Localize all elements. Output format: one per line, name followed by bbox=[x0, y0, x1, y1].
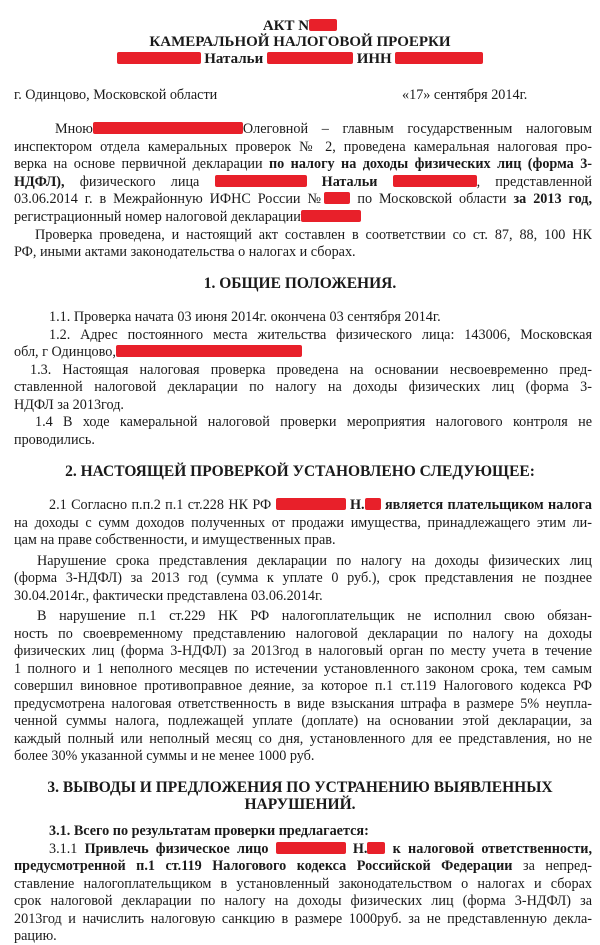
intro-line-4: НДФЛ), физического лица Натальи , представленной bbox=[14, 174, 592, 190]
s2-c8: каждый полный или неполный месяц со дня, установленного для ее представления, но не bbox=[14, 731, 592, 747]
redaction-mark bbox=[267, 52, 353, 64]
s1-p2a: 1.2. Адрес постоянного места жительства физического лица: 143006, Московская bbox=[49, 327, 592, 343]
intro-line-1: Мною Олеговной – главным государственным налоговым bbox=[55, 121, 592, 137]
redaction-mark bbox=[367, 842, 385, 854]
s1-p4b: проводились. bbox=[14, 432, 95, 448]
s1-p3a: 1.3. Настоящая налоговая проверка проведена на основании несвоевременно пред- bbox=[30, 362, 592, 378]
redaction-mark bbox=[395, 52, 483, 64]
section-3-heading-2: НАРУШЕНИЙ. bbox=[244, 796, 356, 813]
s2-c7: ченной суммы налога, подлежащей уплате (доплате) на основании этой декларации, за bbox=[14, 713, 592, 729]
s2-a2: на доходы с сумм доходов полученных от продажи имущества, принадлежащего этим ли- bbox=[14, 515, 592, 531]
taxpayer-line: Натальи ИНН bbox=[0, 51, 600, 68]
s1-p3c: НДФЛ за 2013год. bbox=[14, 397, 124, 413]
redaction-mark bbox=[276, 498, 346, 510]
act-date: «17» сентября 2014г. bbox=[402, 87, 528, 103]
redaction-mark bbox=[116, 345, 302, 357]
s2-b2: (форма 3-НДФЛ) за 2013 год (сумма к уплате 0 руб.), срок представления не позднее bbox=[14, 570, 592, 586]
act-title: АКТ N bbox=[0, 18, 600, 35]
s2-c1: В нарушение п.1 ст.229 НК РФ налогоплательщик не исполнил свою обязан- bbox=[37, 608, 592, 624]
s2-c2: ность по своевременному представлению налоговой декларации по налогу на доходы bbox=[14, 626, 592, 642]
place: г. Одинцово, Московской области bbox=[14, 87, 218, 103]
intro-line-6: регистрационный номер налоговой декларации bbox=[14, 209, 592, 226]
s3-s1: 3.1. Всего по результатам проверки предлагается: bbox=[49, 823, 369, 839]
s3-d4: срок налоговой декларации по налогу на доходы физических лиц (форма 3-НДФЛ) за bbox=[14, 893, 592, 909]
s1-p1: 1.1. Проверка начата 03 июня 2014г. окончена 03 сентября 2014г. bbox=[49, 309, 441, 325]
s2-c6: предусмотрена налоговая ответственность в виде взыскания штрафа в размере 5% неупла- bbox=[14, 696, 592, 712]
s3-d1: 3.1.1 Привлечь физическое лицо Н. к налоговой ответственности, bbox=[49, 841, 592, 857]
redaction-mark bbox=[324, 192, 350, 204]
intro-line-7: Проверка проведена, и настоящий акт составлен в соответствии со ст. 87, 88, 100 НК bbox=[35, 227, 592, 243]
redaction-mark bbox=[117, 52, 201, 64]
section-3-heading-1: 3. ВЫВОДЫ И ПРЕДЛОЖЕНИЯ ПО УСТРАНЕНИЮ ВЫЯВЛЕННЫХ bbox=[47, 779, 553, 796]
s3-d6: рацию. bbox=[14, 928, 57, 944]
redaction-mark bbox=[276, 842, 346, 854]
s2-b1: Нарушение срока представления декларации по налогу на доходы физических лиц bbox=[37, 553, 592, 569]
redaction-mark bbox=[93, 122, 243, 134]
redaction-mark bbox=[301, 210, 361, 222]
s2-c5: совершил виновное противоправное деяние, за которое п.1 ст.119 Налогового кодекса РФ bbox=[14, 678, 592, 694]
redaction-mark bbox=[215, 175, 307, 187]
s1-p2b: обл, г Одинцово, bbox=[14, 344, 592, 361]
s2-c4: 1 полного и 1 неполного месяцев по истечении установленного законом срока, тем самым bbox=[14, 661, 592, 677]
redaction-mark bbox=[309, 19, 337, 31]
s1-p3b: ставленной налоговой декларации по налогу на доходы физических лиц (форма 3- bbox=[14, 379, 592, 395]
redaction-mark bbox=[365, 498, 381, 510]
s3-d3: ставление налогоплательщиком в установленный законодательством о налогах и сборах bbox=[14, 876, 592, 892]
intro-line-5: 03.06.2014 г. в Межрайонную ИФНС России № по Московской области за 2013 год, bbox=[14, 191, 592, 207]
redaction-mark bbox=[393, 175, 477, 187]
intro-line-8: РФ, иными актами законодательства о налогах и сборах. bbox=[14, 244, 356, 260]
s2-a3: цам на праве собственности, и имущественных прав. bbox=[14, 532, 336, 548]
s1-p4a: 1.4 В ходе камеральной налоговой проверки мероприятия налогового контроля не bbox=[35, 414, 592, 430]
act-subtitle: КАМЕРАЛЬНОЙ НАЛОГОВОЙ ПРОЕРКИ bbox=[149, 34, 451, 50]
s2-b3: 30.04.2014г., фактически представлена 03.06.2014г. bbox=[14, 588, 323, 604]
s2-c9: более 30% указанной суммы и не менее 1000 руб. bbox=[14, 748, 315, 764]
s2-a1: 2.1 Согласно п.п.2 п.1 ст.228 НК РФ Н. является плательщиком налога bbox=[49, 497, 592, 513]
section-1-heading: 1. ОБЩИЕ ПОЛОЖЕНИЯ. bbox=[203, 275, 397, 292]
intro-line-2: инспектором отдела камеральных проверок № 2, проведена камеральная налоговая про- bbox=[14, 139, 592, 155]
intro-line-3: верка на основе первичной декларации по налогу на доходы физических лиц (форма 3- bbox=[14, 156, 592, 172]
s3-d2: предусмотренной п.1 ст.119 Налогового кодекса Российской Федерации за непред- bbox=[14, 858, 592, 874]
s3-d5: 2013год и начислить налоговую санкцию в размере 1000руб. за не представленную декла- bbox=[14, 911, 592, 927]
s2-c3: физических лиц (форма 3-НДФЛ) за 2013год в налоговый орган по месту учета в течение bbox=[14, 643, 592, 659]
section-2-heading: 2. НАСТОЯЩЕЙ ПРОВЕРКОЙ УСТАНОВЛЕНО СЛЕДУЮЩЕЕ: bbox=[65, 463, 535, 480]
